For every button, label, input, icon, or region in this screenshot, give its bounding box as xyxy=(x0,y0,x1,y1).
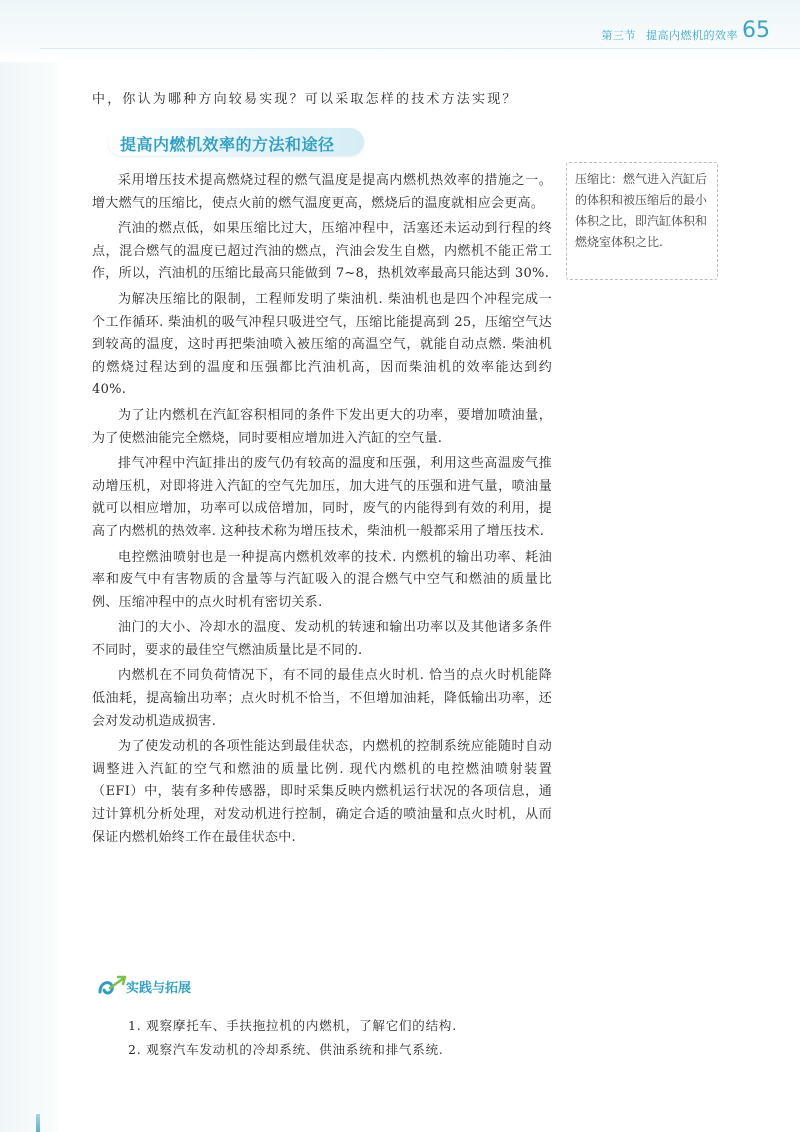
practice-heading xyxy=(96,974,256,1000)
section-heading-text: 提高内燃机效率的方法和途径 xyxy=(120,135,335,154)
left-margin xyxy=(0,62,58,1132)
paragraph: 为了让内燃机在汽缸容积相同的条件下发出更大的功率，要增加喷油量，为了使燃油能完全燃烧，同时要相应增加进入汽缸的空气量. xyxy=(92,407,552,446)
paragraph: 内燃机在不同负荷情况下，有不同的最佳点火时机. 恰当的点火时机能降低油耗，提高输出功率；点火时机不恰当，不但增加油耗，降低输出功率，还会对发动机造成损害. xyxy=(92,668,552,729)
page-spine-marker xyxy=(36,1114,40,1132)
header-rule xyxy=(40,48,800,49)
paragraph: 电控燃油喷射也是一种提高内燃机效率的技术. 内燃机的输出功率、耗油率和废气中有害物质的含量等与汽缸吸入的混合燃气中空气和燃油的质量比例、压缩冲程中的点火时机有密切关系. xyxy=(92,549,552,610)
practice-list xyxy=(128,1014,548,1062)
practice-title: 实践与拓展 xyxy=(126,981,192,996)
section-heading xyxy=(108,128,364,156)
body-text xyxy=(92,170,552,852)
running-header xyxy=(602,27,739,43)
intro-line: 中，你认为哪种方向较易实现？可以采取怎样的技术方法实现？ xyxy=(92,92,518,107)
list-item: 1. 观察摩托车、手扶拖拉机的内燃机，了解它们的结构. xyxy=(128,1018,457,1033)
paragraph: 采用增压技术提高燃烧过程的燃气温度是提高内燃机热效率的措施之一。增大燃气的压缩比，使点火前的燃气温度更高，燃烧后的温度就相应会更高。 xyxy=(92,173,552,211)
practice-arrow-icon xyxy=(96,974,128,1000)
header-section: 第三节 xyxy=(601,29,636,42)
side-note-text: 压缩比：燃气进入汽缸后的体积和被压缩后的最小体积之比，即汽缸体积和燃烧室体积之比. xyxy=(575,172,708,249)
paragraph: 为了使发动机的各项性能达到最佳状态，内燃机的控制系统应能随时自动调整进入汽缸的空气和燃油的质量比例. 现代内燃机的电控燃油喷射装置（EFI）中，装有多种传感器，即时采集反映内燃机运行状况的各项信息，通过计算机分析处理，对发动机进行控制，确定合适的喷油量和点火时机，从而保证内燃机始终工作在最佳状态中. xyxy=(92,739,552,845)
paragraph: 排气冲程中汽缸排出的废气仍有较高的温度和压强，利用这些高温废气推动增压机，对即将进入汽缸的空气先加压，加大进气的压强和进气量，喷油量就可以相应增加，功率可以成倍增加，同时，废气的内能得到有效的利用，提高了内燃机的热效率. 这种技术称为增压技术，柴油机一般都采用了增压技术. xyxy=(92,456,552,539)
page-number: 65 xyxy=(742,18,770,43)
side-note-box xyxy=(566,162,718,280)
paragraph: 油门的大小、冷却水的温度、发动机的转速和输出功率以及其他诸多条件不同时，要求的最佳空气燃油质量比是不同的. xyxy=(92,620,552,658)
header-title: 提高内燃机的效率 xyxy=(646,29,738,42)
list-item: 2. 观察汽车发动机的冷却系统、供油系统和排气系统. xyxy=(128,1042,444,1057)
paragraph: 为解决压缩比的限制，工程师发明了柴油机. 柴油机也是四个冲程完成一个工作循环. 柴油机的吸气冲程只吸进空气，压缩比能提高到 25，压缩空气达到较高的温度，这时再把柴油喷入被压缩的高温空气，就能自动点燃. 柴油机的燃烧过程达到的温度和压强都比汽油机高，因而柴油机的效率能达到约 40%. xyxy=(92,291,552,398)
paragraph: 汽油的燃点低，如果压缩比过大，压缩冲程中，活塞还未运动到行程的终点，混合燃气的温度已超过汽油的燃点，汽油会发生自燃，内燃机不能正常工作，所以，汽油机的压缩比最高只能做到 7~8，热机效率最高只能达到 30%. xyxy=(92,221,552,282)
